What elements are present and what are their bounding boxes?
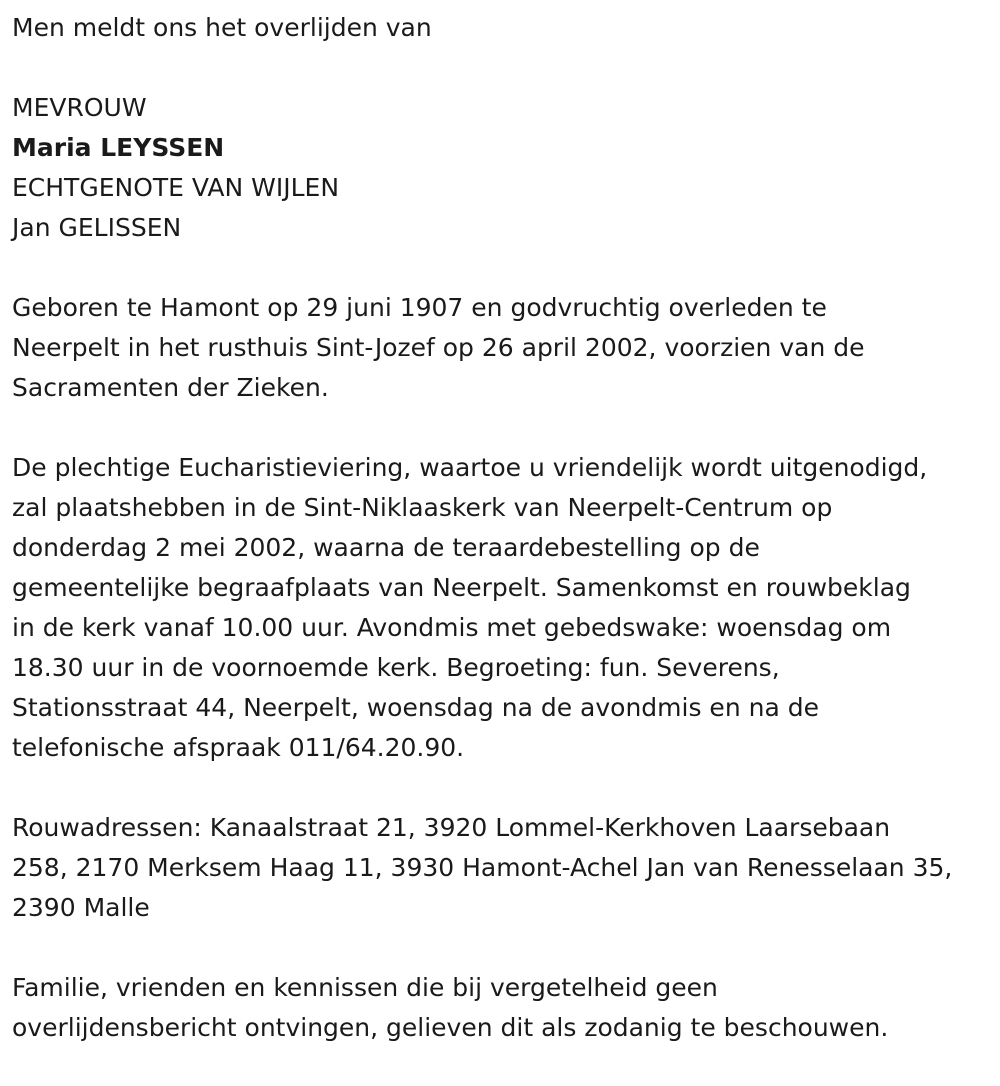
paragraph-line: overlijdensbericht ontvingen, gelieven dit als zodanig te beschouwen. <box>12 1013 889 1042</box>
spacer <box>12 408 988 448</box>
paragraph-line: zal plaatshebben in de Sint-Niklaaskerk van Neerpelt-Centrum op <box>12 493 833 522</box>
spacer <box>12 48 988 88</box>
intro-text: Men meldt ons het overlijden van <box>12 13 432 42</box>
paragraph-line: De plechtige Eucharistieviering, waartoe u vriendelijk wordt uitgenodigd, <box>12 453 928 482</box>
paragraph-line: Familie, vrienden en kennissen die bij vergetelheid geen <box>12 973 718 1002</box>
paragraph-line: Geboren te Hamont op 29 juni 1907 en godvruchtig overleden te <box>12 293 827 322</box>
addresses-paragraph <box>12 808 988 928</box>
paragraph-line: Stationsstraat 44, Neerpelt, woensdag na de avondmis en na de <box>12 693 819 722</box>
spacer <box>12 248 988 288</box>
paragraph-line: 2390 Malle <box>12 893 150 922</box>
paragraph-line: in de kerk vanaf 10.00 uur. Avondmis met gebedswake: woensdag om <box>12 613 892 642</box>
deceased-name: Maria LEYSSEN <box>12 133 225 162</box>
paragraph-line: donderdag 2 mei 2002, waarna de teraardebestelling op de <box>12 533 760 562</box>
paragraph-line: 18.30 uur in de voornoemde kerk. Begroeting: fun. Severens, <box>12 653 780 682</box>
paragraph-line: Rouwadressen: Kanaalstraat 21, 3920 Lommel-Kerkhoven Laarsebaan <box>12 813 891 842</box>
spacer <box>12 768 988 808</box>
funeral-paragraph <box>12 448 988 768</box>
birth-death-paragraph <box>12 288 988 408</box>
title-text: MEVROUW <box>12 93 147 122</box>
spacer <box>12 928 988 968</box>
paragraph-line: 258, 2170 Merksem Haag 11, 3930 Hamont-Achel Jan van Renesselaan 35, <box>12 853 953 882</box>
relation-text: ECHTGENOTE VAN WIJLEN <box>12 173 340 202</box>
closing-paragraph <box>12 968 988 1048</box>
spouse-name: Jan GELISSEN <box>12 213 182 242</box>
paragraph-line: gemeentelijke begraafplaats van Neerpelt. Samenkomst en rouwbeklag <box>12 573 911 602</box>
paragraph-line: Neerpelt in het rusthuis Sint-Jozef op 26 april 2002, voorzien van de <box>12 333 865 362</box>
paragraph-line: telefonische afspraak 011/64.20.90. <box>12 733 465 762</box>
paragraph-line: Sacramenten der Zieken. <box>12 373 329 402</box>
